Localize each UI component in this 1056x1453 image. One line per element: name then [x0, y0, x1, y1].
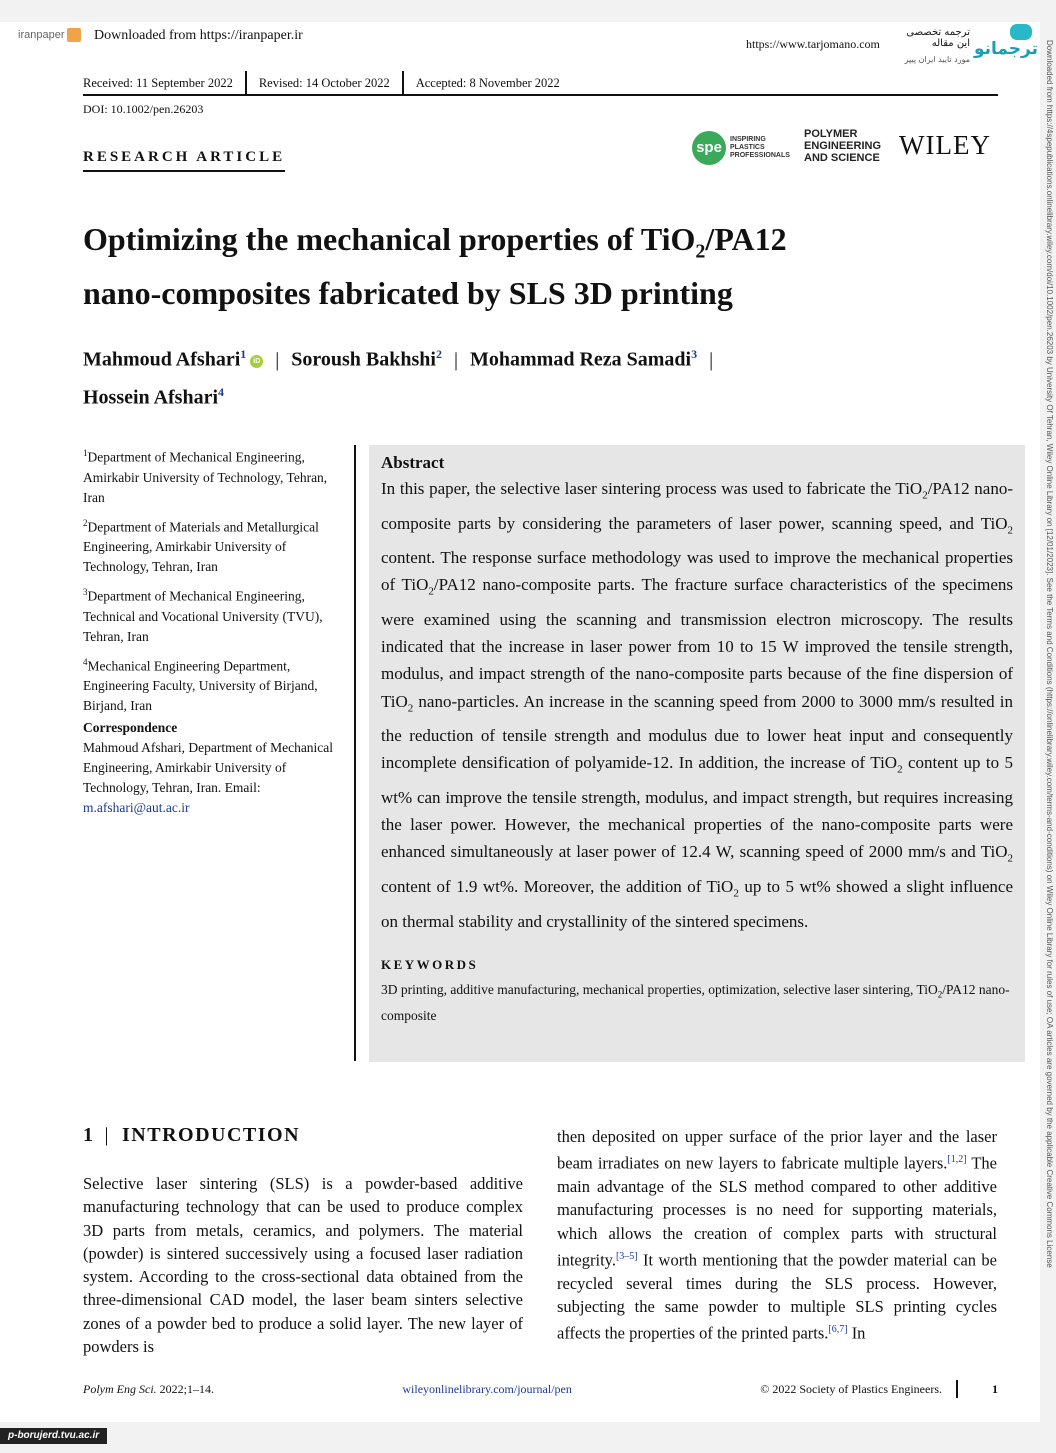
abstract-box [369, 445, 1025, 1062]
keywords-heading: KEYWORDS [381, 956, 479, 972]
spe-tagline [730, 136, 790, 160]
affiliation-number: 3 [83, 587, 88, 597]
side-download-notice-text: Downloaded from https://4spepublications.onlinelibrary.wiley.com/doi/10.1002/pen.26203 by University Of Tehran, Wiley Online Library on [12/01/2023]. See the Terms and Conditions (https://onlinelibrary.wiley.com/terms-and-conditions) on Wiley Online Library for rules of use; OA articles are governed by the applicable Creative Commons License [1045, 40, 1054, 1268]
affiliations [83, 443, 348, 721]
abstract-divider [354, 445, 356, 1061]
journal-logo [804, 128, 881, 164]
subscript: 2 [922, 489, 928, 502]
iranpaper-logo-text: iranpaper [18, 29, 65, 41]
email-link[interactable]: m.afshari@aut.ac.ir [83, 800, 190, 815]
author-separator: | [275, 348, 280, 371]
subscript: 2 [1007, 523, 1013, 536]
title-line-1 [83, 218, 983, 272]
section-number: 1 [83, 1124, 95, 1146]
author-name[interactable]: Mahmoud Afshari [83, 348, 241, 371]
abstract-part: content up to 5 wt% can improve the tensile strength, modulus, and impact strength, but requires increasing the laser power. However, the mechanical properties of the nano-composite parts were enhanced simultaneously at laser power of 12.4 W, scanning speed of 2000 mm/s and TiO [381, 753, 1013, 862]
footer-copyright: © 2022 Society of Plastics Engineers. [760, 1381, 942, 1396]
author-separator: | [453, 348, 458, 371]
author-affiliation-ref[interactable]: 3 [691, 347, 698, 361]
side-download-notice [1043, 40, 1055, 1420]
title-line-1-a: Optimizing the mechanical properties of TiO [83, 221, 696, 257]
intro-text: then deposited on upper surface of the prior layer and the laser beam irradiates on new layers to fabricate multiple layers. [557, 1127, 997, 1173]
intro-text: In [847, 1323, 866, 1343]
tarjomano-caption-main: ترجمه تخصصی این مقاله [906, 27, 970, 49]
affiliation [83, 652, 348, 717]
correspondence-heading: Correspondence [83, 720, 178, 735]
citation-link[interactable]: [1,2] [947, 1154, 967, 1166]
affiliation-number: 2 [83, 517, 88, 528]
title-line-1-b: /PA12 [705, 221, 787, 257]
subscript: 2 [407, 701, 414, 714]
revised-date: Revised: 14 October 2022 [245, 71, 402, 95]
abstract-part: up to 5 wt% showed a slight influence on thermal stability and crystallinity of the sintered specimens. [381, 876, 1013, 931]
subscript: 2 [897, 763, 903, 776]
author-name[interactable]: Mohammad Reza Samadi [470, 348, 692, 371]
abstract-part: In this paper, the selective laser sintering process was used to fabricate the TiO [381, 479, 923, 498]
affiliation-text: Department of Materials and Metallurgical Engineering, Amirkabir University of Technology, Tehran, Iran [83, 519, 319, 574]
subscript: 2 [733, 887, 739, 900]
footer-journal: Polym Eng Sci. [83, 1381, 157, 1396]
correspondence-address: Mahmoud Afshari, Department of Mechanical Engineering, Amirkabir University of Technology, Tehran, Iran. [83, 740, 334, 795]
citation-link[interactable]: [6,7] [828, 1324, 848, 1336]
abstract-part: content of 1.9 wt%. Moreover, the addition of TiO [381, 876, 734, 896]
spe-tagline-1: INSPIRING [730, 136, 766, 143]
accepted-date: Accepted: 8 November 2022 [402, 71, 572, 95]
article-title [83, 218, 983, 314]
correspondence-text [83, 738, 348, 818]
subscript: 2 [937, 989, 943, 1000]
article-dates [83, 72, 998, 96]
intro-column-1: Selective laser sintering (SLS) is a powder-based additive manufacturing technology that can be used to produce complex 3D parts from metals, ceramics, and polymers. The material (powder) is sintered successively using a focused laser radiation system. According to the cross-sectional data obtained from the three-dimensional CAD model, the laser beam sinters selective zones of a powder bed to produce a solid layer. The new layer of powders is [83, 1174, 523, 1357]
spe-tagline-3: PROFESSIONALS [730, 152, 790, 159]
download-source-link[interactable]: Downloaded from https://iranpaper.ir [94, 28, 303, 43]
section-title: INTRODUCTION [122, 1124, 301, 1146]
keywords-text [381, 979, 1013, 1027]
received-date: Received: 11 September 2022 [83, 76, 233, 90]
iranpaper-logo[interactable] [18, 28, 81, 42]
correspondence [83, 718, 348, 818]
spe-logo [692, 131, 790, 165]
affiliation [83, 513, 348, 578]
tarjomano-caption [890, 27, 970, 64]
abstract-text [381, 475, 1013, 935]
abstract-part: /PA12 nano-composite parts. The fracture surface characteristics of the specimens were examined using the scanning and transmission electron microscopy. The results indicated that the increase in laser power from 10 to 15 W improved the tensile strength, modulus, and impact strength of the nano-composite parts because of the fine dispersion of TiO [381, 575, 1014, 711]
keywords-part: /PA12 nano-composite [381, 981, 1010, 1024]
title-line-2: nano-composites fabricated by SLS 3D printing [83, 275, 733, 312]
section-heading [83, 1124, 300, 1147]
abstract-part: content. The response surface methodology was used to improve the mechanical properties of TiO [381, 548, 1013, 595]
title-line-1-sub: 2 [695, 240, 706, 263]
intro-column-2 [557, 1125, 997, 1345]
author-affiliation-ref[interactable]: 1 [240, 347, 247, 361]
abstract-part: /PA12 nano-composite parts by considering the parameters of laser power, scanning speed, and TiO [381, 479, 1013, 533]
author-separator: | [709, 348, 714, 371]
spe-tagline-2: PLASTICS [730, 144, 765, 151]
tarjomano-logo-text: ترجمانو [973, 39, 1039, 59]
email-label: Email: [224, 780, 261, 795]
tarjomano-link[interactable]: https://www.tarjomano.com [746, 37, 880, 51]
citation-link[interactable]: [3–5] [615, 1250, 638, 1262]
journal-logo-2: ENGINEERING [804, 140, 882, 152]
page-number: 1 [956, 1380, 998, 1398]
subscript: 2 [428, 585, 434, 598]
abstract-heading: Abstract [381, 453, 445, 472]
wiley-logo: WILEY [899, 130, 991, 160]
affiliation [83, 443, 348, 508]
footer-citation [83, 1382, 214, 1397]
doi[interactable]: DOI: 10.1002/pen.26203 [83, 102, 204, 116]
footer-right [760, 1380, 998, 1398]
keywords-part: 3D printing, additive manufacturing, mechanical properties, optimization, selective laser sintering, TiO [381, 981, 938, 997]
author-affiliation-ref[interactable]: 2 [435, 347, 442, 361]
tarjomano-caption-sub: مورد تایید ایران پیپر [904, 55, 970, 64]
footer-pages: 2022;1–14. [156, 1381, 214, 1396]
affiliation-number: 1 [83, 448, 88, 458]
spe-logo-icon: spe [692, 131, 726, 165]
iranpaper-logo-icon [67, 28, 81, 42]
affiliation-text: Department of Mechanical Engineering, Amirkabir University of Technology, Tehran, Iran [83, 449, 328, 505]
source-watermark-badge: p-borujerd.tvu.ac.ir [0, 1428, 107, 1444]
author-list [83, 338, 983, 413]
intro-text: It worth mentioning that the powder material can be recycled several times during the SLS process. However, subjecting the same powder to multiple SLS printing cycles affects the properties of the printed parts. [557, 1250, 997, 1343]
footer-journal-link[interactable]: wileyonlinelibrary.com/journal/pen [402, 1381, 572, 1396]
abstract-part: nano-particles. An increase in the scanning speed from 2000 to 3000 mm/s resulted in the reduction of tensile strength and modulus due to lower heat input and consequently incomplete densification of polyamide-12. In addition, the increase of TiO [381, 691, 1013, 773]
subscript: 2 [1007, 852, 1013, 865]
author-name[interactable]: Hossein Afshari [83, 386, 219, 409]
author-name[interactable]: Soroush Bakhshi [291, 348, 436, 371]
author-affiliation-ref[interactable]: 4 [218, 384, 225, 399]
section-separator: | [104, 1124, 111, 1146]
intro-text: The main advantage of the SLS method compared to other additive manufacturing processes is no need for supporting materials, which allows the creation of complex parts with structural integrity. [557, 1153, 997, 1270]
affiliation-number: 4 [83, 656, 88, 667]
affiliation-text: Mechanical Engineering Department, Engineering Faculty, University of Birjand, Birjand, Iran [83, 658, 318, 713]
affiliation [83, 582, 348, 647]
article-type: RESEARCH ARTICLE [83, 149, 285, 172]
tarjomano-logo-icon[interactable] [972, 20, 1040, 62]
affiliation-text: Department of Mechanical Engineering, Technical and Vocational University (TVU), Tehran, Iran [83, 588, 323, 644]
page-footer [83, 1380, 998, 1398]
journal-logo-1: POLYMER [804, 128, 858, 140]
orcid-icon[interactable]: iD [250, 355, 263, 368]
journal-logo-3: AND SCIENCE [804, 152, 880, 164]
